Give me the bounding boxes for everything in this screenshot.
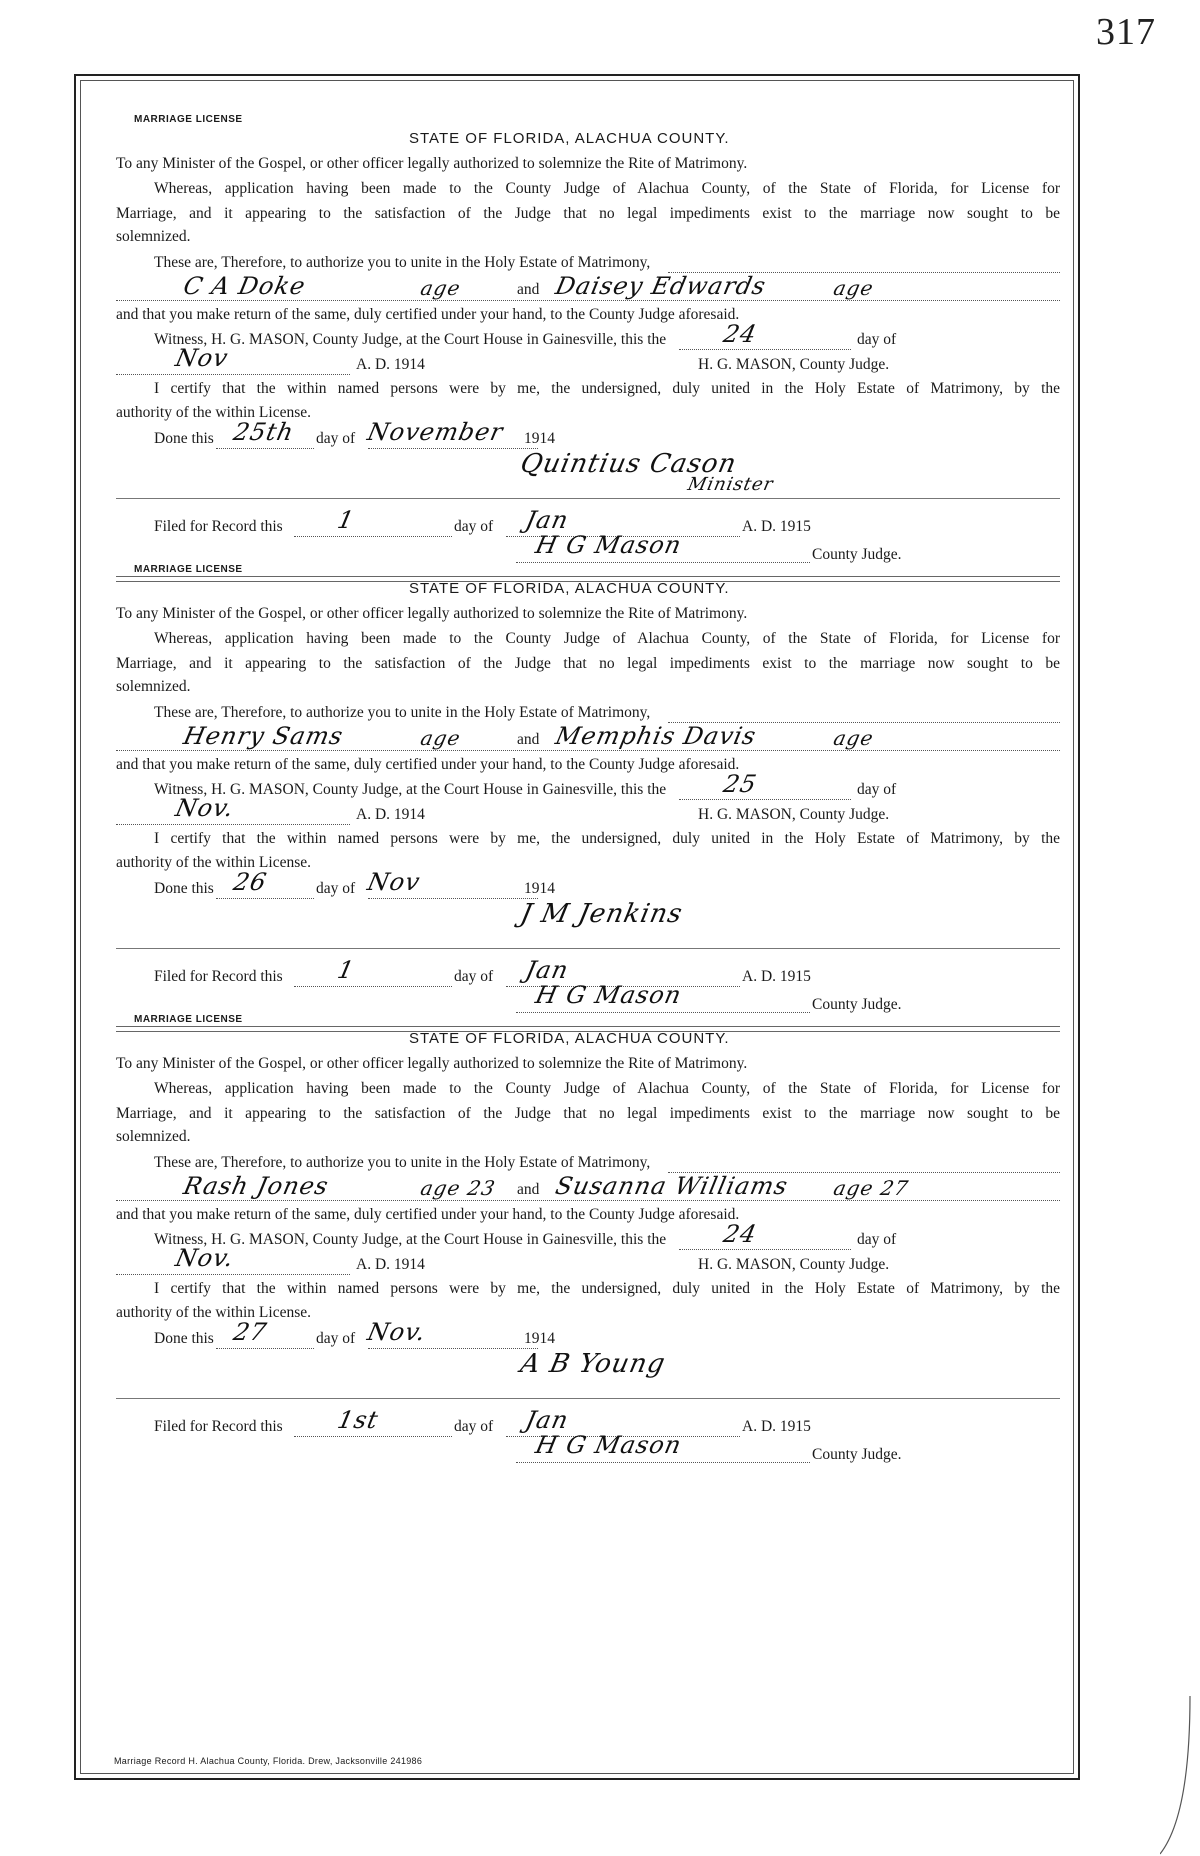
certify-line-2: authority of the within License.	[116, 854, 311, 871]
done-month: Nov.	[365, 1318, 429, 1346]
witness-text: Witness, H. G. MASON, County Judge, at the Court House in Gainesville, this the	[154, 781, 667, 798]
bride-age: age	[831, 276, 877, 300]
license-state-heading: STATE OF FLORIDA, ALACHUA COUNTY.	[409, 580, 730, 597]
filed-year: A. D. 1915	[742, 518, 811, 535]
record-frame	[74, 74, 1080, 1780]
certify-line-2: authority of the within License.	[116, 404, 311, 421]
officiant-signature: A B Young	[517, 1349, 669, 1379]
license-state-heading: STATE OF FLORIDA, ALACHUA COUNTY.	[409, 1030, 730, 1047]
done-month: Nov	[365, 868, 423, 896]
bride-name: Susanna Williams	[553, 1172, 791, 1200]
groom-name: Rash Jones	[181, 1172, 332, 1200]
judge-signature-line: H. G. MASON, County Judge.	[698, 356, 890, 373]
witness-day-fill-line	[679, 349, 851, 350]
witness-day-fill-line	[679, 799, 851, 800]
filed-day-of-text: day of	[454, 1418, 494, 1435]
these-are-text: These are, Therefore, to authorize you to unite in the Holy Estate of Matrimony,	[154, 704, 651, 721]
day-of-text: day of	[857, 1231, 897, 1248]
county-judge-signature: H G Mason	[533, 981, 685, 1009]
to-minister-text: To any Minister of the Gospel, or other officer legally authorized to solemnize the Rite of Matrimony.	[116, 1055, 748, 1072]
officiant-signature: J M Jenkins	[517, 899, 686, 929]
filed-month: Jan	[523, 506, 572, 534]
done-year: 1914	[524, 1330, 555, 1347]
witness-month: Nov.	[173, 1244, 237, 1272]
witness-day: 24	[721, 1220, 760, 1248]
done-day-of-text: day of	[316, 430, 356, 447]
groom-age: age	[418, 726, 464, 750]
filed-for-record-text: Filed for Record this	[154, 968, 283, 985]
whereas-line-2: Marriage, and it appearing to the satisfaction of the Judge that no legal impediments exist to the marriage now sought to be	[116, 655, 1060, 672]
witness-month: Nov	[173, 344, 231, 372]
names-fill-line	[116, 750, 1060, 751]
marriage-license-3	[76, 976, 1078, 1508]
judge-signature-line: H. G. MASON, County Judge.	[698, 1256, 890, 1273]
these-are-text: These are, Therefore, to authorize you to unite in the Holy Estate of Matrimony,	[154, 254, 651, 271]
officiant-signature: Quintius Cason	[517, 449, 740, 479]
license-label: MARRIAGE LICENSE	[134, 564, 243, 575]
judge-signature-line: H. G. MASON, County Judge.	[698, 806, 890, 823]
license-year: A. D. 1914	[356, 1256, 425, 1273]
witness-month-fill-line	[116, 824, 350, 825]
done-day-fill-line	[216, 448, 314, 449]
filed-day-of-text: day of	[454, 968, 494, 985]
and-text: and	[514, 731, 542, 749]
filed-day: 1st	[335, 1406, 382, 1434]
done-this-text: Done this	[154, 880, 214, 897]
county-judge-label: County Judge.	[812, 996, 902, 1013]
done-day: 27	[231, 1318, 270, 1346]
to-minister-text: To any Minister of the Gospel, or other officer legally authorized to solemnize the Rite of Matrimony.	[116, 155, 748, 172]
whereas-line-2: Marriage, and it appearing to the satisfaction of the Judge that no legal impediments exist to the marriage now sought to be	[116, 1105, 1060, 1122]
filed-month: Jan	[523, 956, 572, 984]
page-curl	[1160, 1696, 1200, 1856]
done-month-fill-line	[368, 448, 538, 449]
groom-name: C A Doke	[181, 272, 309, 300]
done-this-text: Done this	[154, 430, 214, 447]
witness-month-fill-line	[116, 1274, 350, 1275]
filed-year: A. D. 1915	[742, 1418, 811, 1435]
officiant-title: Minister	[685, 474, 776, 495]
filed-month: Jan	[523, 1406, 572, 1434]
done-day-fill-line	[216, 898, 314, 899]
return-text: and that you make return of the same, duly certified under your hand, to the County Judge aforesaid.	[116, 756, 740, 773]
return-text: and that you make return of the same, duly certified under your hand, to the County Judge aforesaid.	[116, 1206, 740, 1223]
return-text: and that you make return of the same, duly certified under your hand, to the County Judge aforesaid.	[116, 306, 740, 323]
witness-month: Nov.	[173, 794, 237, 822]
license-label: MARRIAGE LICENSE	[134, 114, 243, 125]
certify-line-1: I certify that the within named persons were by me, the undersigned, duly united in the Holy Estate of Matrimony, by the	[154, 380, 1060, 397]
signature-rule	[116, 498, 1060, 499]
done-this-text: Done this	[154, 1330, 214, 1347]
filed-day: 1	[335, 956, 358, 984]
filed-for-record-text: Filed for Record this	[154, 1418, 283, 1435]
names-fill-line	[116, 300, 1060, 301]
done-day: 26	[231, 868, 270, 896]
license-year: A. D. 1914	[356, 356, 425, 373]
filed-day-of-text: day of	[454, 518, 494, 535]
bride-age: age	[831, 726, 877, 750]
witness-day: 25	[721, 770, 760, 798]
county-judge-label: County Judge.	[812, 546, 902, 563]
judge-fill-line	[516, 1462, 810, 1463]
done-day: 25th	[231, 418, 297, 446]
done-year: 1914	[524, 430, 555, 447]
witness-day: 24	[721, 320, 760, 348]
license-label: MARRIAGE LICENSE	[134, 1014, 243, 1025]
whereas-line-1: Whereas, application having been made to the County Judge of Alachua County, of the State of Florida, for License for	[154, 180, 1060, 197]
done-month-fill-line	[368, 1348, 538, 1349]
signature-rule	[116, 1398, 1060, 1399]
witness-text: Witness, H. G. MASON, County Judge, at the Court House in Gainesville, this the	[154, 1231, 667, 1248]
whereas-line-3: solemnized.	[116, 1128, 191, 1145]
groom-name: Henry Sams	[181, 722, 347, 750]
names-fill-line	[116, 1200, 1060, 1201]
certify-line-1: I certify that the within named persons were by me, the undersigned, duly united in the Holy Estate of Matrimony, by the	[154, 1280, 1060, 1297]
certify-line-1: I certify that the within named persons were by me, the undersigned, duly united in the Holy Estate of Matrimony, by the	[154, 830, 1060, 847]
whereas-line-1: Whereas, application having been made to the County Judge of Alachua County, of the State of Florida, for License for	[154, 1080, 1060, 1097]
witness-month-fill-line	[116, 374, 350, 375]
bride-age: age 27	[831, 1176, 911, 1200]
done-day-fill-line	[216, 1348, 314, 1349]
filed-for-record-text: Filed for Record this	[154, 518, 283, 535]
filed-day-fill-line	[294, 1436, 452, 1437]
certify-line-2: authority of the within License.	[116, 1304, 311, 1321]
done-year: 1914	[524, 880, 555, 897]
license-state-heading: STATE OF FLORIDA, ALACHUA COUNTY.	[409, 130, 730, 147]
groom-age: age	[418, 276, 464, 300]
whereas-line-3: solemnized.	[116, 228, 191, 245]
day-of-text: day of	[857, 781, 897, 798]
filed-day: 1	[335, 506, 358, 534]
witness-day-fill-line	[679, 1249, 851, 1250]
witness-text: Witness, H. G. MASON, County Judge, at the Court House in Gainesville, this the	[154, 331, 667, 348]
and-text: and	[514, 1181, 542, 1199]
day-of-text: day of	[857, 331, 897, 348]
done-month: November	[365, 418, 506, 446]
county-judge-signature: H G Mason	[533, 531, 685, 559]
license-year: A. D. 1914	[356, 806, 425, 823]
whereas-line-1: Whereas, application having been made to the County Judge of Alachua County, of the State of Florida, for License for	[154, 630, 1060, 647]
whereas-line-3: solemnized.	[116, 678, 191, 695]
whereas-line-2: Marriage, and it appearing to the satisfaction of the Judge that no legal impediments exist to the marriage now sought to be	[116, 205, 1060, 222]
printer-footer: Marriage Record H. Alachua County, Florida. Drew, Jacksonville 241986	[114, 1756, 423, 1766]
to-minister-text: To any Minister of the Gospel, or other officer legally authorized to solemnize the Rite of Matrimony.	[116, 605, 748, 622]
filed-year: A. D. 1915	[742, 968, 811, 985]
groom-age: age 23	[418, 1176, 498, 1200]
done-month-fill-line	[368, 898, 538, 899]
and-text: and	[514, 281, 542, 299]
these-are-text: These are, Therefore, to authorize you to unite in the Holy Estate of Matrimony,	[154, 1154, 651, 1171]
bride-name: Memphis Davis	[553, 722, 760, 750]
county-judge-label: County Judge.	[812, 1446, 902, 1463]
county-judge-signature: H G Mason	[533, 1431, 685, 1459]
done-day-of-text: day of	[316, 1330, 356, 1347]
signature-rule	[116, 948, 1060, 949]
bride-name: Daisey Edwards	[553, 272, 769, 300]
page-number: 317	[1096, 11, 1156, 53]
done-day-of-text: day of	[316, 880, 356, 897]
